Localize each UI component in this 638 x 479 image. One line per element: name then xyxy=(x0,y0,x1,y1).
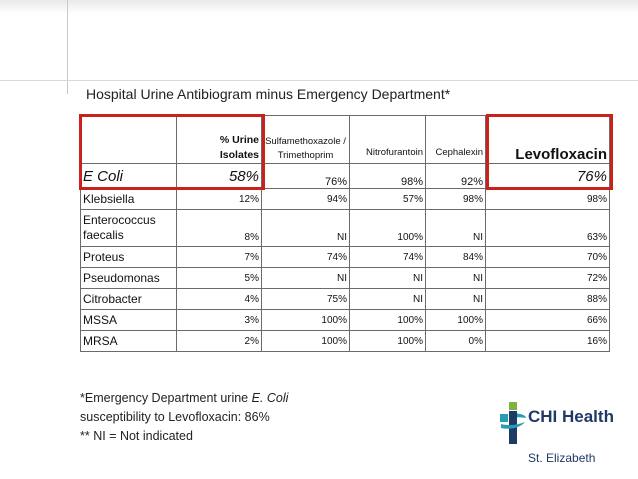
pct-urine-value: 3% xyxy=(177,310,262,331)
nitro-value: NI xyxy=(350,268,426,289)
logo-name: CHI Health xyxy=(528,407,614,426)
ceph-value: 84% xyxy=(426,247,486,268)
highlight-box-ecoli-isolates xyxy=(79,114,265,190)
levo-value: 63% xyxy=(486,210,610,247)
logo-location: St. Elizabeth xyxy=(528,451,596,465)
pct-urine-value: 4% xyxy=(177,289,262,310)
header-levofloxacin: Levofloxacin xyxy=(486,116,610,164)
ceph-value: 100% xyxy=(426,310,486,331)
table-row xyxy=(81,210,610,247)
table-row xyxy=(81,189,610,210)
organism-name: Klebsiella xyxy=(81,189,177,210)
levo-value: 72% xyxy=(486,268,610,289)
header-sulfamethoxazole-trimethoprim: Sulfamethoxazole / Trimethoprim xyxy=(262,116,350,164)
levo-value: 76% xyxy=(486,164,610,189)
pct-urine-value: 2% xyxy=(177,331,262,352)
ceph-value: NI xyxy=(426,289,486,310)
organism-name: MSSA xyxy=(81,310,177,331)
top-band xyxy=(0,0,638,14)
smx-value: NI xyxy=(262,268,350,289)
levo-value: 98% xyxy=(486,189,610,210)
levo-value: 66% xyxy=(486,310,610,331)
levo-value: 16% xyxy=(486,331,610,352)
header-cephalexin: Cephalexin xyxy=(426,116,486,164)
footnote-susceptibility: susceptibility to Levofloxacin: 86% xyxy=(80,410,270,424)
footnote-line1-italic: E. Coli xyxy=(251,391,289,405)
table-row xyxy=(81,268,610,289)
ceph-value: 92% xyxy=(426,164,486,189)
pct-urine-value: 8% xyxy=(177,210,262,247)
pct-urine-value: 12% xyxy=(177,189,262,210)
header-nitrofurantoin: Nitrofurantoin xyxy=(350,116,426,164)
slide-title: Hospital Urine Antibiogram minus Emergency Department* xyxy=(86,86,451,102)
ceph-value: 0% xyxy=(426,331,486,352)
nitro-value: 74% xyxy=(350,247,426,268)
smx-value: 94% xyxy=(262,189,350,210)
footnote-ni-definition: ** NI = Not indicated xyxy=(80,429,193,443)
table-row xyxy=(81,247,610,268)
smx-value: 100% xyxy=(262,331,350,352)
highlight-box-levofloxacin xyxy=(486,114,613,190)
nitro-value: 57% xyxy=(350,189,426,210)
organism-name: Proteus xyxy=(81,247,177,268)
smx-value: 76% xyxy=(262,164,350,189)
levo-value: 70% xyxy=(486,247,610,268)
footnotes xyxy=(80,389,288,446)
nitro-value: NI xyxy=(350,289,426,310)
pct-urine-value: 5% xyxy=(177,268,262,289)
footnote-line1-prefix: *Emergency Department urine xyxy=(80,391,252,405)
organism-name: Citrobacter xyxy=(81,289,177,310)
nitro-value: 100% xyxy=(350,331,426,352)
nitro-value: 100% xyxy=(350,210,426,247)
pct-urine-value: 7% xyxy=(177,247,262,268)
footnote-ed-ecoli xyxy=(80,389,288,408)
nitro-value: 98% xyxy=(350,164,426,189)
header-pct-urine-isolates: % Urine Isolates xyxy=(177,116,262,164)
smx-value: NI xyxy=(262,210,350,247)
chi-cross-icon xyxy=(498,400,528,446)
ceph-value: 98% xyxy=(426,189,486,210)
organism-name: E Coli xyxy=(81,164,177,189)
ceph-value: NI xyxy=(426,210,486,247)
decorative-horizontal-line xyxy=(0,80,638,81)
smx-value: 74% xyxy=(262,247,350,268)
organism-name: Enterococcus faecalis xyxy=(81,210,177,247)
table-row xyxy=(81,331,610,352)
table-row xyxy=(81,289,610,310)
levo-value: 88% xyxy=(486,289,610,310)
smx-value: 100% xyxy=(262,310,350,331)
smx-value: 75% xyxy=(262,289,350,310)
ceph-value: NI xyxy=(426,268,486,289)
organism-name: Pseudomonas xyxy=(81,268,177,289)
pct-urine-value: 58% xyxy=(177,164,262,189)
organism-name: MRSA xyxy=(81,331,177,352)
nitro-value: 100% xyxy=(350,310,426,331)
table-row xyxy=(81,310,610,331)
